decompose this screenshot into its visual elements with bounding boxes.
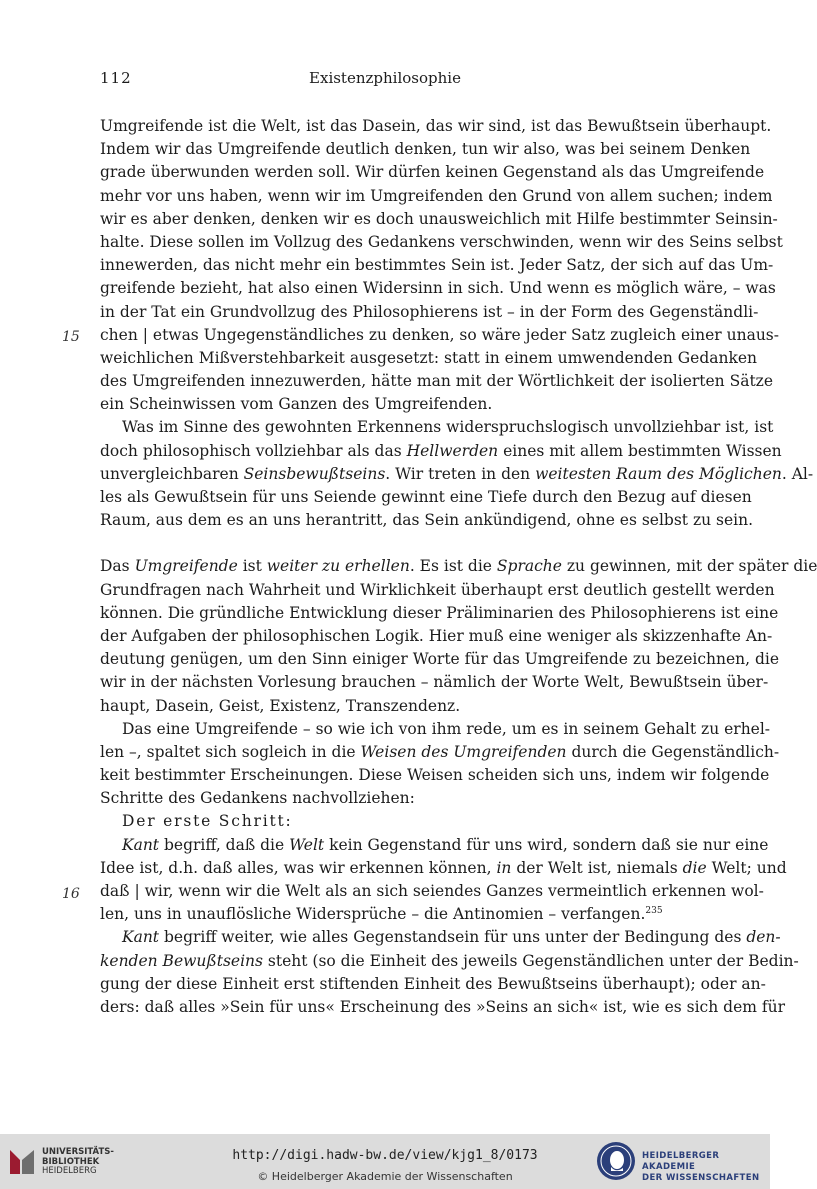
text-run: ist bbox=[237, 557, 267, 576]
text-line bbox=[100, 555, 817, 578]
text-run: der Welt ist, niemals bbox=[511, 858, 683, 877]
text-run: wir in der nächsten Vorlesung brauchen – nämlich der Worte Welt, Bewußtsein über- bbox=[100, 673, 769, 692]
text-line bbox=[100, 973, 766, 996]
text-line bbox=[100, 695, 700, 718]
emphasis: Kant bbox=[122, 928, 160, 947]
emphasis: in bbox=[496, 858, 512, 877]
text-line bbox=[100, 926, 781, 949]
emphasis: Sprache bbox=[496, 557, 562, 576]
text-run: ein Scheinwissen vom Ganzen des Umgreifenden. bbox=[100, 395, 493, 414]
text-run: der Aufgaben der philosophischen Logik. Hier muß eine weniger als skizzenhafte An- bbox=[100, 626, 773, 645]
text-run: Schritte des Gedankens nachvollziehen: bbox=[100, 789, 415, 808]
emphasis: Weisen des Umgreifenden bbox=[360, 742, 567, 761]
text-run: durch die Gegenständlich- bbox=[566, 742, 780, 761]
text-run: wir es aber denken, denken wir es doch unausweichlich mit Hilfe bestimmter Seinsin- bbox=[100, 209, 778, 228]
text-run: les als Gewußtsein für uns Seiende gewinnt eine Tiefe durch den Bezug auf diesen bbox=[100, 488, 752, 506]
copyright-notice: © Heidelberger Akademie der Wissenschaften bbox=[257, 1170, 513, 1183]
text-run: halte. Diese sollen im Vollzug des Gedankens verschwinden, wenn wir des Seins selbst bbox=[100, 232, 783, 251]
text-line bbox=[100, 370, 774, 393]
text-line bbox=[100, 393, 700, 416]
text-run: begriff, daß die bbox=[159, 835, 290, 854]
text-run: keit bestimmter Erscheinungen. Diese Weisen scheiden sich uns, indem wir folgende bbox=[100, 766, 770, 785]
text-run: . Al- bbox=[781, 464, 814, 483]
text-line bbox=[100, 138, 751, 161]
text-line bbox=[100, 718, 771, 741]
margin-number: 15 bbox=[62, 329, 80, 345]
text-line bbox=[100, 161, 765, 184]
text-run: können. Die gründliche Entwicklung dieser Präliminarien des Philosophierens ist eine bbox=[100, 603, 779, 622]
text-run: unvergleichbaren bbox=[100, 464, 244, 483]
text-line bbox=[100, 301, 759, 324]
text-line bbox=[100, 254, 774, 277]
emphasis: Welt bbox=[289, 835, 325, 854]
text-run: Das bbox=[100, 557, 135, 576]
body-text bbox=[100, 115, 817, 1019]
text-run: steht (so die Einheit des jeweils Gegenständlichen unter der Bedin- bbox=[262, 951, 799, 970]
text-line bbox=[100, 602, 779, 625]
text-line bbox=[100, 509, 754, 532]
text-line bbox=[100, 834, 769, 857]
text-line bbox=[100, 764, 770, 787]
text-run: deutung genügen, um den Sinn einiger Worte für das Umgreifende zu bezeichnen, die bbox=[100, 650, 780, 669]
text-run: Umgreifende ist die Welt, ist das Dasein, das wir sind, ist das Bewußtsein überhaupt. bbox=[100, 117, 772, 135]
text-line bbox=[100, 648, 780, 671]
text-line bbox=[100, 277, 776, 300]
emphasis: die bbox=[682, 858, 707, 877]
text-run: Der erste Schritt: bbox=[122, 812, 293, 831]
text-run: des Umgreifenden innezuwerden, hätte man mit der Wörtlichkeit der isolierten Sätze bbox=[100, 372, 774, 391]
text-line bbox=[100, 440, 782, 463]
running-title: Existenzphilosophie bbox=[309, 69, 461, 87]
text-run: innewerden, das nicht mehr ein bestimmtes Sein ist. Jeder Satz, der sich auf das Um- bbox=[100, 256, 774, 275]
text-line bbox=[100, 324, 779, 347]
text-run: mehr vor uns haben, wenn wir im Umgreifenden den Grund von allem suchen; indem bbox=[100, 186, 773, 205]
text-line bbox=[100, 185, 773, 208]
emphasis: kenden Bewußtseins bbox=[100, 951, 263, 970]
text-run: chen | etwas Ungegenständliches zu denken, so wäre jeder Satz zugleich einer unaus- bbox=[100, 325, 779, 344]
text-run: eines mit allem bestimmten Wissen bbox=[498, 441, 782, 460]
emphasis: weitesten Raum des Möglichen bbox=[535, 464, 782, 483]
text-run: Indem wir das Umgreifende deutlich denken, tun wir also, was bei seinem Denken bbox=[100, 140, 751, 159]
page-number: 112 bbox=[100, 69, 132, 87]
text-line bbox=[100, 880, 764, 903]
margin-number: 16 bbox=[62, 886, 80, 902]
text-line bbox=[100, 208, 778, 231]
university-library-name: UNIVERSITÄTS- BIBLIOTHEK HEIDELBERG bbox=[42, 1147, 114, 1176]
emphasis: Kant bbox=[122, 835, 160, 854]
text-line bbox=[100, 787, 700, 810]
text-line bbox=[100, 231, 783, 254]
text-run: . Wir treten in den bbox=[385, 464, 536, 483]
text-run: Raum, aus dem es an uns herantritt, das Sein ankündigend, ohne es selbst zu sein. bbox=[100, 511, 754, 530]
text-run: weichlichen Mißverstehbarkeit ausgesetzt: statt in einem umwendenden Gedanken bbox=[100, 348, 758, 367]
text-run: Grundfragen nach Wahrheit und Wirklichkeit überhaupt erst deutlich gestellt werden bbox=[100, 580, 775, 599]
text-run: . Es ist die bbox=[409, 557, 497, 576]
text-run: haupt, Dasein, Geist, Existenz, Transzendenz. bbox=[100, 696, 461, 715]
text-run: kein Gegenstand für uns wird, sondern daß sie nur eine bbox=[324, 835, 769, 854]
text-run: greifende bezieht, hat also einen Widersinn in sich. Und wenn es möglich wäre, – was bbox=[100, 279, 776, 298]
text-line bbox=[100, 347, 758, 370]
text-line bbox=[100, 463, 814, 486]
text-line bbox=[100, 416, 774, 439]
footer-bar bbox=[0, 1134, 770, 1189]
emphasis: Umgreifende bbox=[134, 557, 238, 576]
permalink-url[interactable]: http://digi.hadw-bw.de/view/kjg1_8/0173 bbox=[232, 1148, 538, 1163]
text-run: doch philosophisch vollziehbar als das bbox=[100, 441, 407, 460]
text-run: Das eine Umgreifende – so wie ich von ihm rede, um es in seinem Gehalt zu erhel- bbox=[122, 719, 771, 738]
text-run: daß | wir, wenn wir die Welt als an sich seiendes Ganzes vermeintlich erkennen wol- bbox=[100, 882, 764, 900]
emphasis: weiter zu erhellen bbox=[266, 557, 410, 576]
text-line bbox=[100, 950, 799, 973]
emphasis: Seinsbewußtseins bbox=[243, 464, 386, 483]
text-run: zu gewinnen, mit der später die bbox=[561, 557, 817, 576]
text-run: Idee ist, d.h. daß alles, was wir erkennen können, bbox=[100, 858, 497, 877]
academy-seal-icon bbox=[596, 1141, 636, 1181]
footnote-marker: 235 bbox=[645, 906, 663, 917]
text-line bbox=[100, 810, 700, 833]
text-run: in der Tat ein Grundvollzug des Philosophierens ist – in der Form des Gegenständli- bbox=[100, 302, 759, 321]
text-run: grade überwunden werden soll. Wir dürfen keinen Gegenstand als das Umgreifende bbox=[100, 163, 765, 182]
text-line bbox=[100, 903, 700, 926]
text-line bbox=[100, 741, 780, 764]
text-run: Welt; und bbox=[706, 858, 787, 877]
text-line bbox=[100, 671, 769, 694]
academy-name: HEIDELBERGER AKADEMIE DER WISSENSCHAFTEN bbox=[642, 1151, 760, 1183]
text-line bbox=[100, 996, 785, 1019]
text-run: Was im Sinne des gewohnten Erkennens widerspruchslogisch unvollziehbar ist, ist bbox=[122, 418, 774, 437]
text-line bbox=[100, 115, 772, 138]
text-run: len –, spaltet sich sogleich in die bbox=[100, 742, 361, 761]
text-line bbox=[100, 579, 775, 602]
text-run: gung der diese Einheit erst stiftenden Einheit des Bewußtseins überhaupt); oder an- bbox=[100, 974, 766, 993]
text-line bbox=[100, 486, 752, 509]
text-run: len, uns in unauflösliche Widersprüche – die Antinomien – verfangen. bbox=[100, 905, 646, 924]
emphasis: den- bbox=[746, 928, 781, 947]
text-run: ders: daß alles »Sein für uns« Erscheinung des »Seins an sich« ist, wie es sich dem für bbox=[100, 997, 785, 1016]
paragraph-gap bbox=[100, 532, 700, 555]
text-line bbox=[100, 857, 787, 880]
emphasis: Hellwerden bbox=[406, 441, 499, 460]
text-run: begriff weiter, wie alles Gegenstandsein für uns unter der Bedingung des bbox=[159, 928, 747, 947]
text-line bbox=[100, 625, 773, 648]
